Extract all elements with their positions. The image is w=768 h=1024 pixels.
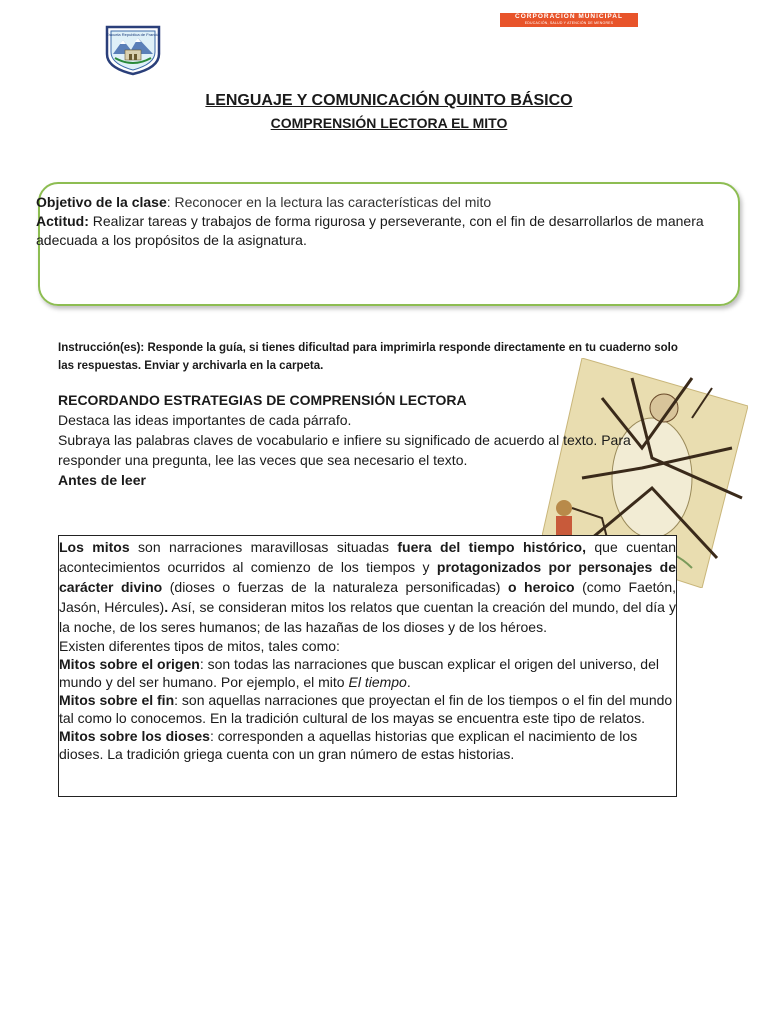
end-myths-text: : son aquellas narraciones que proyectan el fin de los tiempos o el fin del mundo tal como lo conocemos. En la tradición cultural de los mayas se encuentra este tipo de relatos. [59,692,673,726]
corporation-banner [500,13,638,27]
strategy-line-1: Destaca las ideas importantes de cada párrafo. [58,412,352,428]
origin-myths-end: . [406,674,411,690]
origin-myths-text: : son todas las narraciones que buscan explicar el origen del universo, del mundo y del ser humano. Por ejemplo, el mito [59,656,659,690]
myth-def-period: . [164,599,169,615]
gods-myths-text: : corresponden a aquellas historias que explican el nacimiento de los dioses. La tradición griega cuenta con un gran número de estas historias. [59,728,638,762]
strategy-line-2: Subraya las palabras claves de vocabulario e infiere su significado de acuerdo al texto. Para responder una pregunta, lee las veces que sea necesario el texto. [58,432,631,468]
objective-description: : Reconocer en la lectura las características del mito [166,194,492,210]
myth-def-text-3: (dioses o fuerzas de la naturaleza personificadas) [162,579,508,595]
instruction-text: Instrucción(es): Responde la guía, si tienes dificultad para imprimirla responde directamente en tu cuaderno solo las respuestas. Enviar y archivarla en la carpeta. [58,342,678,372]
attitude-label: Actitud: [36,213,89,229]
origin-myths-paragraph [59,655,676,691]
gods-myths-paragraph [59,727,676,763]
term-heroico: o heroico [507,579,575,595]
corporation-title: CORPORACIÓN MUNICIPAL [515,13,623,20]
strategies-heading: RECORDANDO ESTRATEGIAS DE COMPRENSIÓN LECTORA [58,392,467,408]
objective-text [36,193,736,250]
school-logo [103,24,163,76]
term-protagonizados: protagonizados por personajes de carácter divino [59,559,677,595]
term-fuera-tiempo: fuera del tiempo histórico, [397,539,586,555]
term-los-mitos: Los mitos [59,539,130,555]
myth-text [59,537,676,763]
page-subtitle: COMPRENSIÓN LECTORA EL MITO [270,115,508,131]
school-logo-text: Escuela Republica de Francia [106,32,160,37]
end-myths-label: Mitos sobre el fin [59,692,175,708]
types-intro: Existen diferentes tipos de mitos, tales como: [59,638,340,654]
strategies-section [58,390,688,490]
origin-myths-label: Mitos sobre el origen [59,656,200,672]
objective-label: Objetivo de la clase [36,194,167,210]
attitude-description: Realizar tareas y trabajos de forma rigurosa y perseverante, con el fin de desarrollarlos de manera adecuada a los propósitos de la asignatura. [36,213,704,248]
gods-myths-label: Mitos sobre los dioses [59,728,210,744]
page-title: LENGUAJE Y COMUNICACIÓN QUINTO BÁSICO [205,92,573,109]
origin-myths-example: El tiempo [348,674,407,690]
before-reading-label: Antes de leer [58,472,146,488]
end-myths-paragraph [59,691,676,727]
myth-def-text-4: (como Faetón, Jasón, Hércules) [59,579,677,615]
myth-def-text-2: que cuentan acontecimientos ocurridos al comienzo de los tiempos y [59,539,676,575]
corporation-subtitle: EDUCACIÓN, SALUD Y ATENCIÓN DE MENORES [524,21,614,25]
myth-definition-paragraph [59,537,676,637]
myth-def-text-5: Así, se consideran mitos los relatos que cuentan la creación del mundo, del día y la noche, de los seres humanos; de las hazañas de los dioses y de los héroes. [59,599,676,635]
myth-def-text-1: son narraciones maravillosas situadas [129,539,398,555]
